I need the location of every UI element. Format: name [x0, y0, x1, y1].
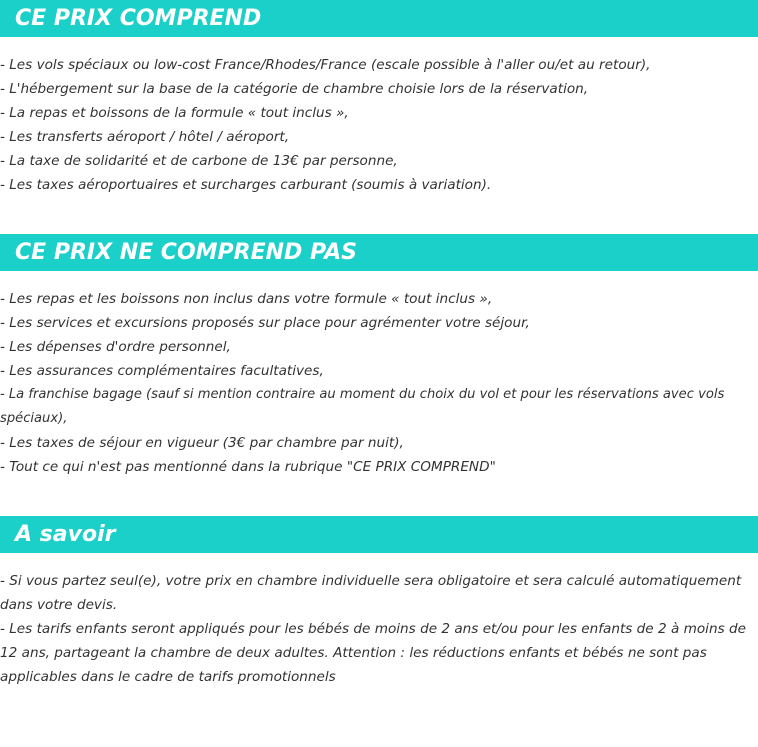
- list-item: - La franchise bagage (sauf si mention contraire au moment du choix du vol et pour les réservations avec vols spéciaux),: [0, 387, 725, 426]
- section-included: [0, 0, 758, 197]
- list-item: - Les services et excursions proposés sur place pour agrémenter votre séjour,: [0, 315, 530, 331]
- list-item: - Les transferts aéroport / hôtel / aéroport,: [0, 129, 290, 145]
- list-item: - Tout ce qui n'est pas mentionné dans la rubrique "CE PRIX COMPREND": [0, 459, 496, 475]
- list-item: - Les taxes de séjour en vigueur (3€ par chambre par nuit),: [0, 435, 404, 451]
- list-item: - Les repas et les boissons non inclus dans votre formule « tout inclus »,: [0, 291, 493, 307]
- section-header-good-to-know: [0, 516, 758, 553]
- section-header-included: [0, 0, 758, 37]
- included-list: [0, 53, 758, 197]
- section-title-good-to-know: A savoir: [15, 522, 116, 547]
- section-title-included: CE PRIX COMPREND: [15, 6, 262, 31]
- section-title-not-included: CE PRIX NE COMPREND PAS: [15, 240, 357, 265]
- list-item: - Les vols spéciaux ou low-cost France/Rhodes/France (escale possible à l'aller ou/et au retour),: [0, 57, 651, 73]
- list-item: - Les tarifs enfants seront appliqués pour les bébés de moins de 2 ans et/ou pour les enfants de 2 à moins de 12 ans, partageant la chambre de deux adultes. Attention : les réductions enfants et bébés ne sont pas applicables dans le cadre de tarifs promotionnels: [0, 621, 746, 685]
- list-item: - La taxe de solidarité et de carbone de 13€ par personne,: [0, 153, 398, 169]
- not-included-list: [0, 287, 758, 479]
- list-item: - Les assurances complémentaires facultatives,: [0, 363, 324, 379]
- list-item: - Les dépenses d'ordre personnel,: [0, 339, 231, 355]
- list-item: - L'hébergement sur la base de la catégorie de chambre choisie lors de la réservation,: [0, 81, 589, 97]
- list-item: - Si vous partez seul(e), votre prix en chambre individuelle sera obligatoire et sera calculé automatiquement dans votre devis.: [0, 573, 742, 613]
- section-header-not-included: [0, 234, 758, 271]
- list-item: - Les taxes aéroportuaires et surcharges carburant (soumis à variation).: [0, 177, 492, 193]
- section-not-included: [0, 234, 758, 479]
- good-to-know-list: [0, 569, 758, 689]
- section-good-to-know: [0, 516, 758, 689]
- list-item: - La repas et boissons de la formule « tout inclus »,: [0, 105, 349, 121]
